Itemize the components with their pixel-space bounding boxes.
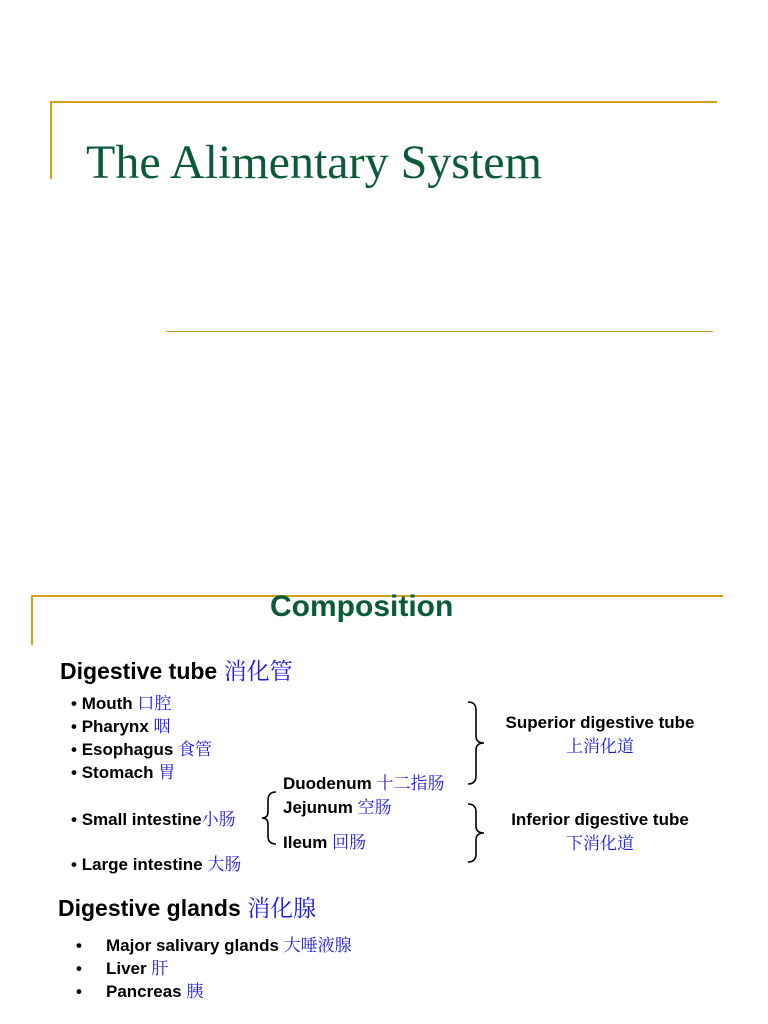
small-intestine-item: • Small intestine小肠	[71, 810, 236, 829]
digestive-tube-label-cn: 消化管	[223, 658, 293, 684]
jejunum-item: Jejunum 空肠	[283, 798, 392, 817]
duodenum-item: Duodenum 十二指肠	[283, 774, 445, 793]
list-item: • Stomach 胃	[71, 763, 176, 782]
digestive-tube-label: Digestive tube	[60, 658, 218, 684]
composition-title: Composition	[270, 590, 454, 623]
ileum-item: Ileum 回肠	[283, 833, 367, 852]
list-item: • Esophagus 食管	[71, 740, 213, 759]
digestive-tube-heading	[60, 653, 293, 686]
list-item: • Mouth 口腔	[71, 694, 172, 713]
superior-brace	[464, 700, 486, 786]
superior-digestive-tube: Superior digestive tube 上消化道	[505, 713, 695, 756]
slide1-bottom-rule	[166, 331, 713, 332]
slide2-left-rule	[31, 595, 33, 645]
list-item: • Pancreas 胰	[76, 982, 204, 1001]
slide1-left-rule	[50, 101, 52, 179]
inferior-digestive-tube: Inferior digestive tube 下消化道	[511, 810, 689, 853]
digestive-glands-heading	[58, 890, 316, 923]
large-intestine-item: • Large intestine 大肠	[71, 855, 242, 874]
list-item: • Major salivary glands 大唾液腺	[76, 936, 352, 955]
list-item: • Pharynx 咽	[71, 717, 171, 736]
list-item: • Liver 肝	[76, 959, 169, 978]
slide1-top-rule	[50, 101, 717, 103]
digestive-glands-list	[76, 934, 352, 1003]
inferior-brace	[464, 802, 486, 864]
digestive-tube-list	[71, 692, 212, 784]
digestive-glands-label-cn: 消化腺	[247, 895, 317, 921]
small-intestine-brace	[260, 790, 280, 846]
slide1-title: The Alimentary System	[86, 136, 542, 189]
digestive-glands-label: Digestive glands	[58, 895, 241, 921]
